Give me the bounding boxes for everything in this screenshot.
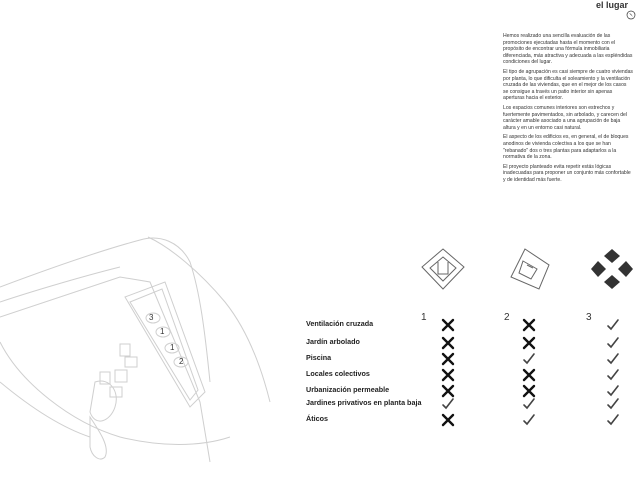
criterion-label: Locales colectivos bbox=[306, 369, 370, 378]
check-icon bbox=[522, 413, 536, 427]
check-icon bbox=[441, 397, 455, 411]
criterion-label: Piscina bbox=[306, 353, 332, 362]
paragraph: El aspecto de los edificios es, en general, el de bloques anodinos de vivienda colectiva a los que se han "rebanado" dos o tres plantas para adaptarlos a la normativa de la zona. bbox=[503, 134, 629, 161]
check-icon bbox=[522, 352, 536, 366]
cross-icon bbox=[522, 336, 536, 350]
site-label: 2 bbox=[179, 357, 184, 366]
north-arrow-icon bbox=[626, 10, 636, 20]
cross-icon bbox=[441, 368, 455, 382]
check-icon bbox=[606, 368, 620, 382]
paragraph: El proyecto planteado evita repetir estás lógicas inadecuadas para proponer un conjunto más confortable y de identidad más fuerte. bbox=[503, 163, 631, 183]
site-label: 3 bbox=[149, 313, 154, 322]
site-label: 1 bbox=[160, 327, 165, 336]
description-text bbox=[503, 33, 633, 186]
criterion-label: Jardines privativos en planta baja bbox=[306, 398, 422, 407]
check-icon bbox=[606, 318, 620, 332]
cross-icon bbox=[441, 413, 455, 427]
typology-diagram-3 bbox=[590, 248, 634, 290]
criterion-label: Urbanización permeable bbox=[306, 385, 390, 394]
typology-diagram-2 bbox=[505, 247, 555, 291]
diagram-label: 1 bbox=[421, 312, 427, 323]
paragraph: Hemos realizado una sencilla evaluación de las promociones ejecutadas hasta el momento con el propósito de encontrar una fórmula inmobiliaria diferenciada, más atractiva y adecuada a las espléndidas condiciones del lugar. bbox=[503, 33, 633, 66]
check-icon bbox=[606, 413, 620, 427]
check-icon bbox=[606, 397, 620, 411]
cross-icon bbox=[522, 384, 536, 398]
check-icon bbox=[522, 397, 536, 411]
criterion-label: Ventilación cruzada bbox=[306, 319, 374, 328]
site-plan bbox=[0, 232, 300, 489]
paragraph: Los espacios comunes interiores son estrechos y fuertemente pavimentados, sin arbolado, y carecen del carácter amable asociado a una agrupación de baja altura y en un entorno casi natural. bbox=[503, 104, 628, 131]
check-icon bbox=[606, 384, 620, 398]
check-icon bbox=[606, 336, 620, 350]
check-icon bbox=[606, 352, 620, 366]
site-label: 1 bbox=[170, 343, 175, 352]
diagram-label: 3 bbox=[586, 312, 592, 323]
cross-icon bbox=[522, 368, 536, 382]
paragraph: El tipo de agrupación es casi siempre de cuatro viviendas por planta, lo que dificulta el soleamiento y la ventilación cruzada de las viviendas, que en el mejor de los casos se consigue a través un patio interior sin apenas aperturas hacia el exterior. bbox=[503, 68, 633, 102]
cross-icon bbox=[441, 318, 455, 332]
criterion-label: Áticos bbox=[306, 414, 328, 423]
diagram-label: 2 bbox=[504, 312, 510, 323]
cross-icon bbox=[522, 318, 536, 332]
page-title: el lugar bbox=[596, 0, 629, 10]
typology-diagram-1 bbox=[418, 247, 468, 291]
criterion-label: Jardín arbolado bbox=[306, 337, 360, 346]
cross-icon bbox=[441, 336, 455, 350]
cross-icon bbox=[441, 384, 455, 398]
cross-icon bbox=[441, 352, 455, 366]
